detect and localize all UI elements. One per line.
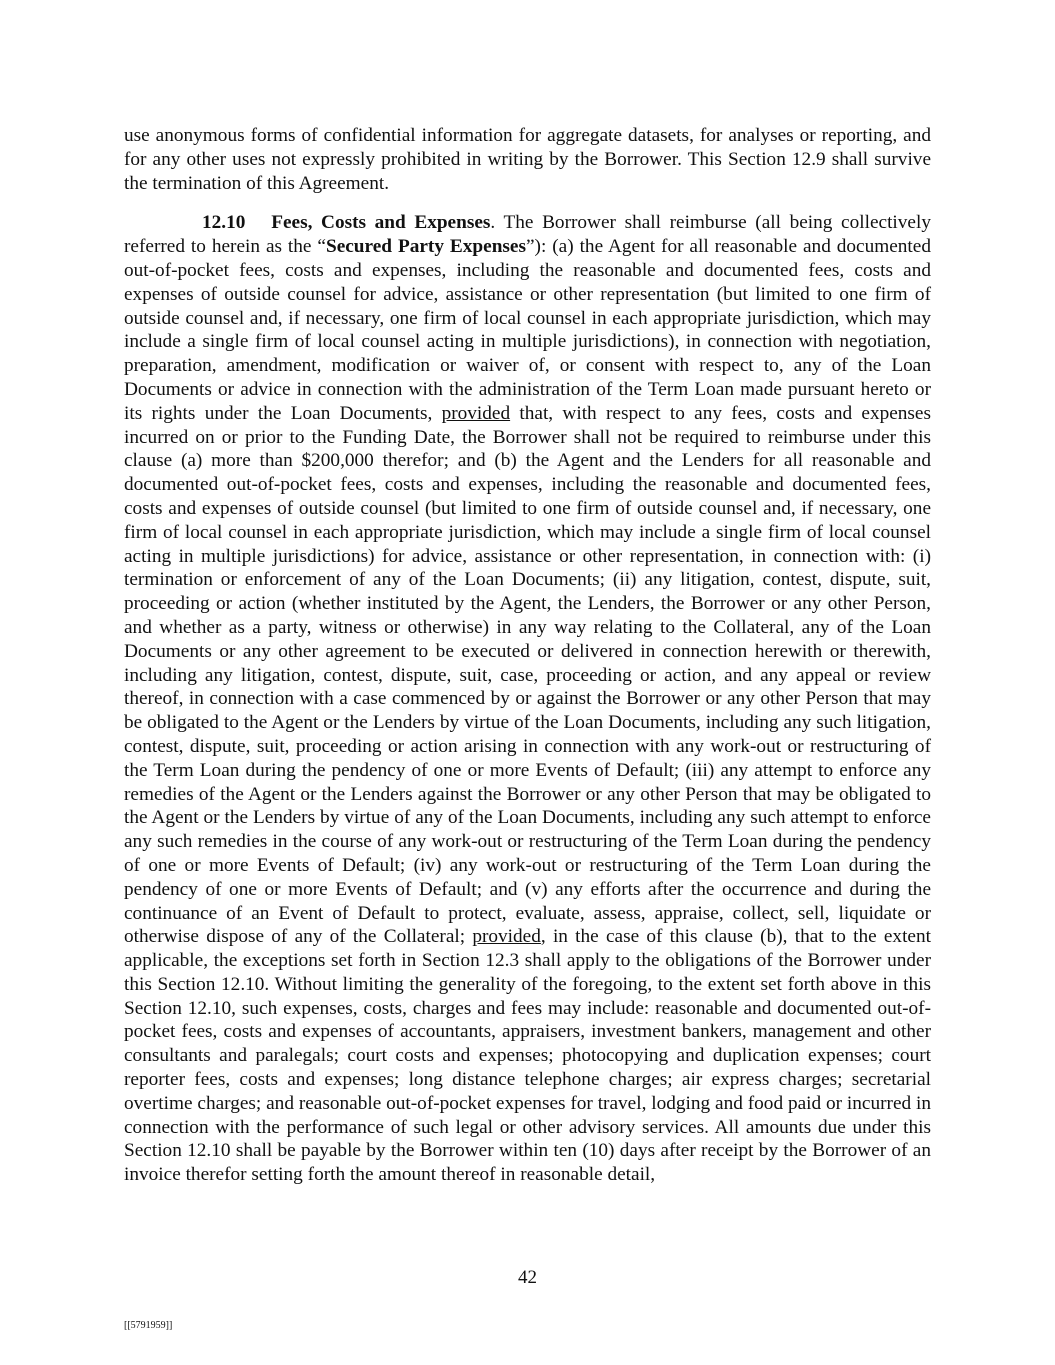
paragraph-continuation-text: use anonymous forms of confidential information for aggregate datasets, for analyses or reporting, and for any other uses not expressly prohibited in writing by the Borrower. This Section 12.9 shall survive the termination of this Agreement. <box>124 125 931 194</box>
document-body <box>124 124 931 1187</box>
section-12-10-paragraph <box>124 211 931 1187</box>
section-title-period: . <box>490 212 496 234</box>
section-text-part-2: ”): (a) the Agent for all reasonable and documented out-of-pocket fees, costs and expenses, including the reasonable and documented fees, costs and expenses of outside counsel for advice, assistance or other representation (but limited to one firm of outside counsel and, if necessary, one firm of local counsel in each appropriate jurisdiction, which may include a single firm of local counsel acting in multiple jurisdictions), in connection with negotiation, preparation, amendment, modification or waiver of, or consent with respect to, any of the Loan Documents or advice in connection with the administration of the Term Loan made pursuant hereto or its rights under the Loan Documents, <box>124 236 931 424</box>
section-text-part-3: that, with respect to any fees, costs and expenses incurred on or prior to the Funding Date, the Borrower shall not be required to reimburse under this clause (a) more than $200,000 therefor; and (b) the Agent and the Lenders for all reasonable and documented out-of-pocket fees, costs and expenses, including the reasonable and documented fees, costs and expenses of outside counsel (but limited to one firm of outside counsel and, if necessary, one firm of local counsel in each appropriate jurisdiction, which may include a single firm of local counsel acting in multiple jurisdictions) for advice, assistance or other representation, in connection with: (i) termination or enforcement of any of the Loan Documents; (ii) any litigation, contest, dispute, suit, proceeding or action (whether instituted by the Agent, the Lenders, the Borrower or any other Person, and whether as a party, witness or otherwise) in any way relating to the Collateral, any of the Loan Documents or any other agreement to be executed or delivered in connection herewith or therewith, including any litigation, contest, dispute, suit, case, proceeding or action, and any appeal or review thereof, in connection with a case commenced by or against the Borrower or any other Person that may be obligated to the Agent or the Lenders by virtue of the Loan Documents, including any such litigation, contest, dispute, suit, proceeding or action arising in connection with any work-out or restructuring of the Term Loan during the pendency of one or more Events of Default; (iii) any attempt to enforce any remedies of the Agent or the Lenders against the Borrower or any other Person that may be obligated to the Agent or the Lenders by virtue of any of the Loan Documents, including any such attempt to enforce any such remedies in the course of any work-out or restructuring of the Term Loan during the pendency of one or more Events of Default; (iv) any work-out or restructuring of the Term Loan during the pendency of one or more Events of Default; and (v) any efforts after the occurrence and during the continuance of an Event of Default to protect, evaluate, assess, appraise, collect, sell, liquidate or otherwise dispose of any of the Collateral; <box>124 402 931 948</box>
section-title: Fees, Costs and Expenses <box>271 212 491 234</box>
section-number: 12.10 <box>202 212 246 234</box>
page-number: 42 <box>518 1267 537 1288</box>
provided-term-1: provided <box>441 402 511 424</box>
section-text-part-1: The Borrower shall reimburse (all being collectively referred to herein as the “ <box>124 212 931 258</box>
provided-term-2: provided <box>472 926 541 948</box>
paragraph-continuation <box>124 124 931 195</box>
document-id: [[5791959]] <box>124 1320 173 1331</box>
section-text-part-4: , in the case of this clause (b), that to the extent applicable, the exceptions set forth in Section 12.3 shall apply to the obligations of the Borrower under this Section 12.10. Without limiting the generality of the foregoing, to the extent set forth above in this Section 12.10, such expenses, costs, charges and fees may include: reasonable and documented out-of-pocket fees, costs and expenses of accountants, appraisers, investment bankers, management and other consultants and paralegals; court costs and expenses; photocopying and duplication expenses; court reporter fees, costs and expenses; long distance telephone charges; air express charges; secretarial overtime charges; and reasonable out-of-pocket expenses for travel, lodging and food paid or incurred in connection with the performance of such legal or other advisory services. All amounts due under this Section 12.10 shall be payable by the Borrower within ten (10) days after receipt by the Borrower of an invoice therefor setting forth the amount thereof in reasonable detail, <box>124 926 931 1186</box>
defined-term-secured-party-expenses: Secured Party Expenses <box>325 236 526 258</box>
